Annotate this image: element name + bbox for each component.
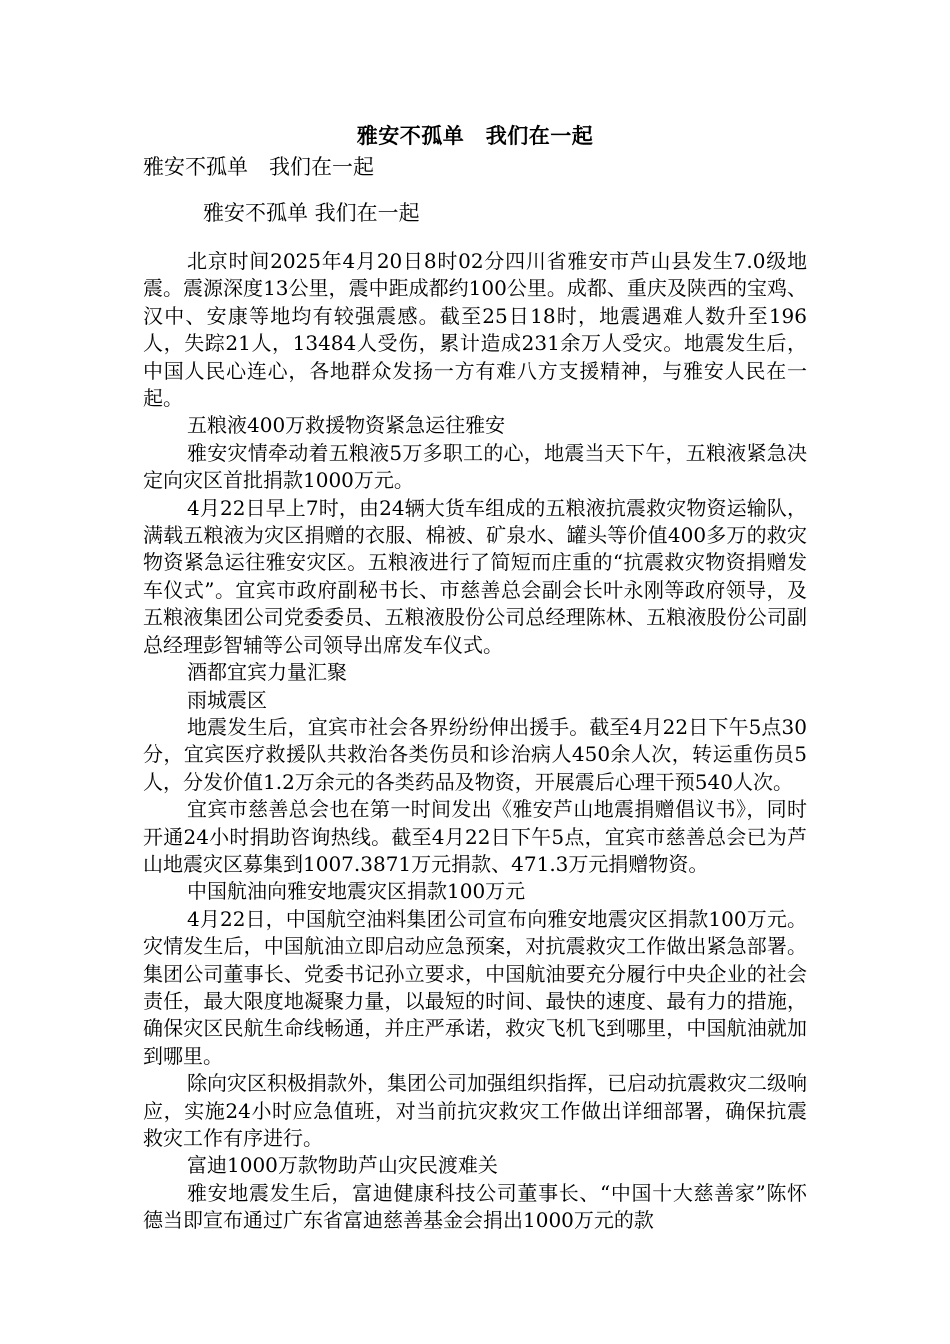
paragraph: 宜宾市慈善总会也在第一时间发出《雅安芦山地震捐赠倡议书》，同时开通24小时捐助咨询热线。截至4月22日下午5点，宜宾市慈善总会已为芦山地震灾区募集到1007.3871万元捐款、471.3万元捐赠物资。 xyxy=(143,797,807,876)
paragraph: 除向灾区积极捐款外，集团公司加强组织指挥，已启动抗震救灾二级响应，实施24小时应急值班，对当前抗灾救灾工作做出详细部署，确保抗震救灾工作有序进行。 xyxy=(143,1071,807,1150)
section-heading-wuliangye: 五粮液400万救援物资紧急运往雅安 xyxy=(187,413,506,438)
paragraph: 雅安灾情牵动着五粮液5万多职工的心，地震当天下午，五粮液紧急决定向灾区首批捐款1000万元。 xyxy=(143,440,807,493)
section-heading-yibin: 酒都宜宾力量汇聚 xyxy=(187,660,347,685)
document-page xyxy=(143,120,807,1235)
document-subtitle-2: 雅安不孤单 我们在一起 xyxy=(203,201,420,225)
section-heading-fudi: 富迪1000万款物助芦山灾民渡难关 xyxy=(187,1153,498,1178)
document-title: 雅安不孤单 我们在一起 xyxy=(356,123,594,148)
section-heading-yucheng: 雨城震区 xyxy=(187,687,267,712)
paragraph: 4月22日，中国航空油料集团公司宣布向雅安地震灾区捐款100万元。灾情发生后，中国航油立即启动应急预案，对抗震救灾工作做出紧急部署。集团公司董事长、党委书记孙立要求，中国航油要充分履行中央企业的社会责任，最大限度地凝聚力量，以最短的时间、最快的速度、最有力的措施，确保灾区民航生命线畅通，并庄严承诺，救灾飞机飞到哪里，中国航油就加到哪里。 xyxy=(143,906,807,1068)
paragraph: 雅安地震发生后，富迪健康科技公司董事长、“中国十大慈善家”陈怀德当即宣布通过广东省富迪慈善基金会捐出1000万元的款 xyxy=(143,1180,807,1233)
document-body xyxy=(143,248,807,1235)
paragraph-intro: 北京时间2025年4月20日8时02分四川省雅安市芦山县发生7.0级地震。震源深度13公里，震中距成都约100公里。成都、重庆及陕西的宝鸡、汉中、安康等地均有较强震感。截至25日18时，地震遇难人数升至196人，失踪21人，13484人受伤，累计造成231余万人受灾。地震发生后，中国人民心连心，各地群众发扬一方有难八方支援精神，与雅安人民在一起。 xyxy=(143,249,807,411)
paragraph: 地震发生后，宜宾市社会各界纷纷伸出援手。截至4月22日下午5点30分，宜宾医疗救援队共救治各类伤员和诊治病人450余人次，转运重伤员5人，分发价值1.2万余元的各类药品及物资，开展震后心理干预540人次。 xyxy=(143,714,807,794)
document-subtitle-1: 雅安不孤单 我们在一起 xyxy=(143,155,374,179)
section-heading-aviation-fuel: 中国航油向雅安地震灾区捐款100万元 xyxy=(187,879,526,904)
paragraph: 4月22日早上7时，由24辆大货车组成的五粮液抗震救灾物资运输队，满载五粮液为灾区捐赠的衣服、棉被、矿泉水、罐头等价值400多万的救灾物资紧急运往雅安灾区。五粮液进行了简短而庄重的“抗震救灾物资捐赠发车仪式”。宜宾市政府副秘书长、市慈善总会副会长叶永刚等政府领导，及五粮液集团公司党委委员、五粮液股份公司总经理陈林、五粮液股份公司副总经理彭智辅等公司领导出席发车仪式。 xyxy=(143,495,807,657)
